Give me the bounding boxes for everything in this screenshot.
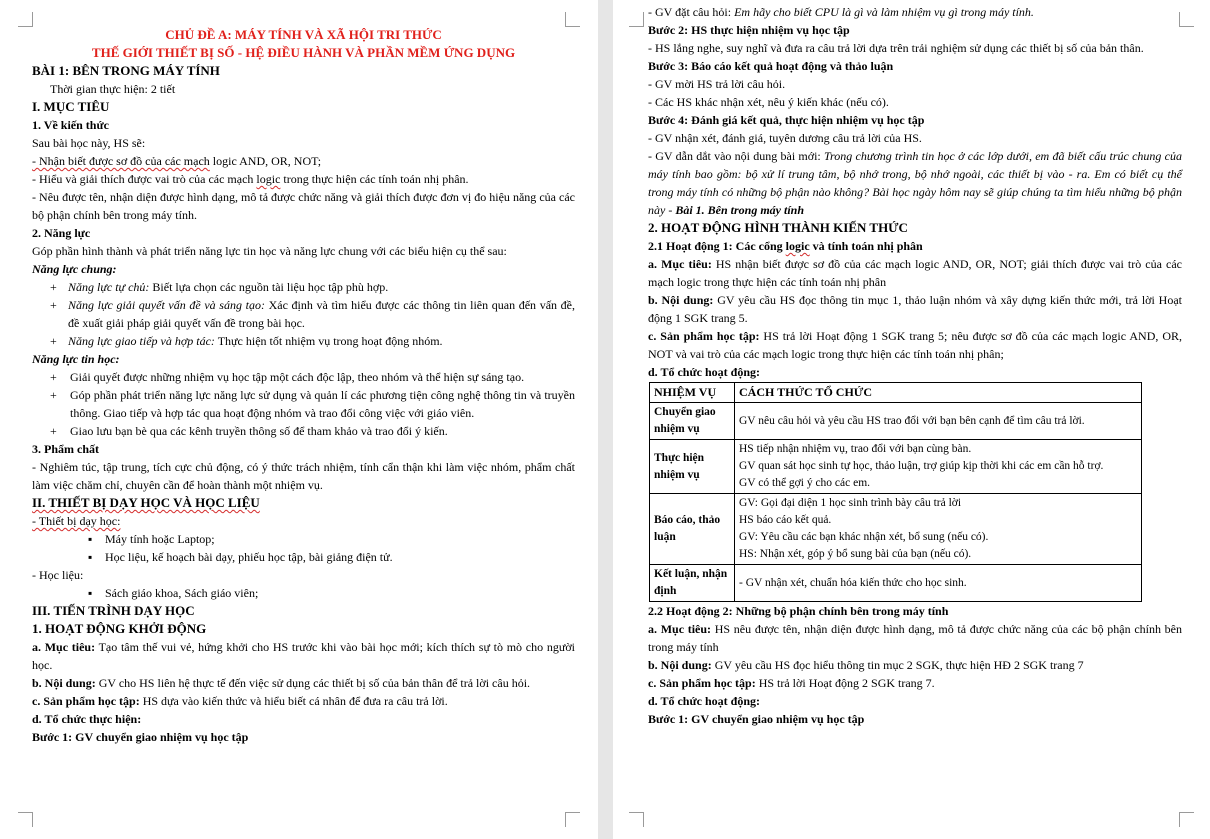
step-heading: Bước 4: Đánh giá kết quả, thực hiện nhiệm vụ học tập — [648, 113, 925, 127]
label: a. Mục tiêu: — [32, 640, 96, 654]
section-heading: III. TIẾN TRÌNH DẠY HỌC — [32, 603, 195, 618]
subsection-heading: 2. Năng lực — [32, 226, 91, 240]
desc-line: GV có thể gợi ý cho các em. — [739, 477, 871, 489]
text: 2.1 Hoạt động 1: Các cổng — [648, 239, 786, 253]
crop-mark — [629, 812, 644, 827]
step-heading: Bước 1: GV chuyển giao nhiệm vụ học tập — [648, 712, 865, 726]
text: Trong chương trình tin học ở các lớp dưới, em đã biết cấu trúc chung của máy tính bao gồm: bộ xử lí trung tâm, bộ nhớ trong, bộ nhớ ngoài, các thiết bị vào - ra. Em có biết cụ thể trong máy tính có những bộ phận nào không? Bài học ngày hôm nay sẽ giúp chúng ta tìm hiểu những bộ phận này - — [648, 149, 1183, 217]
paragraph — [648, 147, 1182, 219]
right-page — [613, 0, 1210, 839]
text: Tạo tâm thế vui vẻ, hứng khởi cho HS trước khi vào bài học mới; kích thích sự tò mò cho người học. — [32, 640, 576, 672]
table-cell-desc — [735, 565, 1142, 602]
paragraph: d. Tổ chức hoạt động: — [648, 694, 761, 708]
list-item: + Giao lưu bạn bè qua các kênh truyền thông số để tham khảo và trao đổi ý kiến. — [32, 422, 575, 440]
topic-subtitle: THẾ GIỚI THIẾT BỊ SỐ - HỆ ĐIỀU HÀNH VÀ PHẦN MỀM ỨNG DỤNG — [91, 45, 516, 60]
text: HS nhận biết được sơ đồ của các mạch logic AND, OR, NOT; giải thích được vai trò của các mạch logic trong thực hiện các tính toán nhị phân — [648, 257, 1182, 289]
paragraph — [32, 512, 575, 530]
label: a. Mục tiêu: — [648, 257, 712, 271]
label: c. Sản phẩm học tập: — [648, 329, 760, 343]
text: GV yêu cầu HS đọc hiểu thông tin mục 2 SGK, thực hiện HĐ 2 SGK trang 7 — [711, 658, 1084, 672]
label: a. Mục tiêu: — [648, 622, 712, 636]
table-row — [650, 440, 1142, 494]
section-heading: I. MỤC TIÊU — [32, 99, 110, 114]
text: Xác định và tìm hiểu được các thông tin liên quan đến vấn đề, đề xuất giải pháp giải quyết vấn đề trong bài học. — [68, 298, 575, 330]
spell-mark: logic — [256, 172, 281, 186]
table-cell-task: Báo cáo, thảo luận — [650, 494, 735, 565]
label: b. Nội dung: — [32, 676, 96, 690]
text: Em hãy cho biết CPU là gì và làm nhiệm vụ gì trong máy tính. — [734, 5, 1034, 19]
list-item: ▪ Sách giáo khoa, Sách giáo viên; — [32, 584, 575, 602]
paragraph — [648, 3, 1182, 21]
paragraph — [648, 674, 1182, 692]
crop-mark — [1179, 12, 1194, 27]
table-header: CÁCH THỨC TỔ CHỨC — [735, 383, 1142, 403]
paragraph: Sau bài học này, HS sẽ: — [32, 136, 146, 150]
table-cell-task: Chuyển giao nhiệm vụ — [650, 403, 735, 440]
activity-heading: 2. HOẠT ĐỘNG HÌNH THÀNH KIẾN THỨC — [648, 220, 908, 235]
table-cell-desc — [735, 440, 1142, 494]
topic-title: CHỦ ĐỀ A: MÁY TÍNH VÀ XÃ HỘI TRI THỨC — [165, 27, 442, 42]
crop-mark — [629, 12, 644, 27]
text: Thực hiện tốt nhiệm vụ trong hoạt động nhóm. — [214, 334, 443, 348]
desc-line: HS: Nhận xét, góp ý bổ sung bài của bạn (nếu có). — [739, 548, 972, 560]
label: b. Nội dung: — [648, 293, 714, 307]
desc-line: HS tiếp nhận nhiệm vụ, trao đổi với bạn cùng bàn. — [739, 443, 972, 455]
spell-mark: logic — [785, 239, 810, 253]
paragraph — [32, 674, 575, 692]
paragraph: Góp phần hình thành và phát triển năng lực tin học và năng lực chung với các biểu hiện cụ thể sau: — [32, 244, 507, 258]
label: Năng lực giao tiếp và hợp tác: — [68, 334, 215, 348]
paragraph — [648, 255, 1182, 291]
table-row — [650, 494, 1142, 565]
list-item: + Giải quyết được những nhiệm vụ học tập một cách độc lập, theo nhóm và thể hiện sự sáng tạo. — [32, 368, 575, 386]
activity-heading: 1. HOẠT ĐỘNG KHỞI ĐỘNG — [32, 621, 207, 636]
label: c. Sản phẩm học tập: — [648, 676, 756, 690]
desc-line: HS báo cáo kết quả. — [739, 514, 832, 526]
crop-mark — [18, 812, 33, 827]
step-heading: Bước 3: Báo cáo kết quả hoạt động và thảo luận — [648, 59, 894, 73]
paragraph — [648, 656, 1182, 674]
step-heading: Bước 2: HS thực hiện nhiệm vụ học tập — [648, 23, 850, 37]
subheading: Năng lực chung: — [32, 262, 117, 276]
text: logic AND, OR, NOT; — [209, 154, 322, 168]
subsection-heading: 3. Phẩm chất — [32, 442, 99, 456]
paragraph: - Học liệu: — [32, 568, 84, 582]
list-item — [32, 278, 575, 296]
text: - GV dẫn dắt vào nội dung bài mới: — [648, 149, 825, 163]
text: - Hiểu và giải thích được vai trò của các mạch — [32, 172, 257, 186]
paragraph — [32, 638, 575, 674]
paragraph: - Nêu được tên, nhận diện được hình dạng, mô tả được chức năng và giải thích được đơn vị đo hiệu năng của các bộ phận chính bên trong máy tính. — [32, 190, 575, 222]
left-page — [0, 0, 598, 839]
paragraph: d. Tổ chức thực hiện: — [32, 712, 142, 726]
label: c. Sản phẩm học tập: — [32, 694, 140, 708]
activity-table — [649, 382, 1142, 602]
paragraph: - GV mời HS trả lời câu hỏi. — [648, 77, 786, 91]
table-cell-task: Kết luận, nhận định — [650, 565, 735, 602]
label: Năng lực tự chủ: — [68, 280, 150, 294]
desc-line: GV nêu câu hỏi và yêu cầu HS trao đổi với bạn bên cạnh để tìm câu trả lời. — [739, 414, 1085, 427]
paragraph: - HS lắng nghe, suy nghĩ và đưa ra câu trả lời dựa trên trải nghiệm sử dụng các thiết bị số của bản thân. — [648, 41, 1144, 55]
desc-line: - GV nhận xét, chuẩn hóa kiến thức cho học sinh. — [739, 576, 967, 589]
paragraph: - Các HS khác nhận xét, nêu ý kiến khác (nếu có). — [648, 95, 889, 109]
subsection-heading: 1. Về kiến thức — [32, 118, 109, 132]
paragraph — [32, 170, 575, 188]
paragraph — [648, 620, 1182, 656]
subheading: Năng lực tin học: — [32, 352, 120, 366]
spell-mark: - Nhận biết được sơ đồ của các mạch — [32, 154, 210, 168]
lesson-title: BÀI 1: BÊN TRONG MÁY TÍNH — [32, 63, 220, 78]
table-header: NHIỆM VỤ — [650, 383, 735, 403]
text: HS trả lời Hoạt động 1 SGK trang 5; nêu được sơ đồ của các mạch logic AND, OR, NOT và vai trò của các mạch logic trong thực hiện các tính toán nhị phân; — [648, 329, 1182, 361]
spell-mark: II. THIẾT BỊ DẠY HỌC VÀ HỌC LIỆU — [32, 495, 260, 510]
list-item: ▪ Học liệu, kế hoạch bài dạy, phiếu học tập, bài giảng điện tử. — [32, 548, 575, 566]
paragraph — [32, 152, 575, 170]
activity-subheading: 2.2 Hoạt động 2: Những bộ phận chính bên trong máy tính — [648, 604, 949, 618]
activity-subheading — [648, 237, 1182, 255]
paragraph — [648, 291, 1182, 327]
crop-mark — [565, 812, 580, 827]
text: - GV đặt câu hỏi: — [648, 5, 735, 19]
text: trong thực hiện các tính toán nhị phân. — [280, 172, 469, 186]
table-header-row — [650, 383, 1142, 403]
text: và tính toán nhị phân — [809, 239, 923, 253]
desc-line: GV quan sát học sinh tự học, thảo luận, trợ giúp kịp thời khi các em cần hỗ trợ. — [739, 460, 1104, 472]
list-item: ▪ Máy tính hoặc Laptop; — [32, 530, 575, 548]
paragraph: - GV nhận xét, đánh giá, tuyên dương câu trả lời của HS. — [648, 131, 922, 145]
text: GV cho HS liên hệ thực tế đến việc sử dụng các thiết bị số của bản thân để trả lời câu hỏi. — [95, 676, 531, 690]
text: GV yêu cầu HS đọc thông tin mục 1, thảo luận nhóm và xây dựng kiến thức mới, trả lời Hoạt động 1 SGK trang 5. — [648, 293, 1182, 325]
list-item: + Góp phần phát triển năng lực năng lực sử dụng và quản lí các phương tiện công nghệ thông tin và truyền thông. Giao tiếp và hợp tác qua hoạt động nhóm và trao đổi công việc với giáo viên. — [32, 386, 575, 422]
label: Năng lực giải quyết vấn đề và sáng tạo: — [68, 298, 265, 312]
table-cell-desc — [735, 403, 1142, 440]
desc-line: GV: Gọi đại diện 1 học sinh trình bày câu trả lời — [739, 497, 962, 509]
text: HS trả lời Hoạt động 2 SGK trang 7. — [755, 676, 935, 690]
list-item — [32, 332, 575, 350]
desc-line: GV: Yêu cầu các bạn khác nhận xét, bổ sung (nếu có). — [739, 531, 989, 543]
label: b. Nội dung: — [648, 658, 712, 672]
paragraph: d. Tổ chức hoạt động: — [648, 365, 761, 379]
step-heading: Bước 1: GV chuyển giao nhiệm vụ học tập — [32, 730, 249, 744]
section-heading — [32, 494, 575, 512]
paragraph: - Nghiêm túc, tập trung, tích cực chủ động, có ý thức trách nhiệm, tính cẩn thận khi làm việc nhóm, phẩm chất làm việc chăm chỉ, chuyên cần để hoàn thành một nhiệm vụ. — [32, 460, 575, 492]
text: Bài 1. Bên trong máy tính — [675, 203, 805, 217]
table-cell-desc — [735, 494, 1142, 565]
text: HS nêu được tên, nhận diện được hình dạng, mô tả được chức năng của các bộ phận chính bên trong máy tính — [648, 622, 1183, 654]
table-row — [650, 565, 1142, 602]
crop-mark — [565, 12, 580, 27]
text: Biết lựa chọn các nguồn tài liệu học tập phù hợp. — [149, 280, 389, 294]
list-item — [32, 296, 575, 332]
duration: Thời gian thực hiện: 2 tiết — [50, 82, 176, 96]
paragraph — [32, 692, 575, 710]
table-cell-task: Thực hiện nhiệm vụ — [650, 440, 735, 494]
crop-mark — [18, 12, 33, 27]
text: HS dựa vào kiến thức và hiểu biết cá nhân để đưa ra câu trả lời. — [139, 694, 448, 708]
crop-mark — [1179, 812, 1194, 827]
table-row — [650, 403, 1142, 440]
paragraph — [648, 327, 1182, 363]
spell-mark: - Thiết bị dạy học: — [32, 514, 121, 528]
